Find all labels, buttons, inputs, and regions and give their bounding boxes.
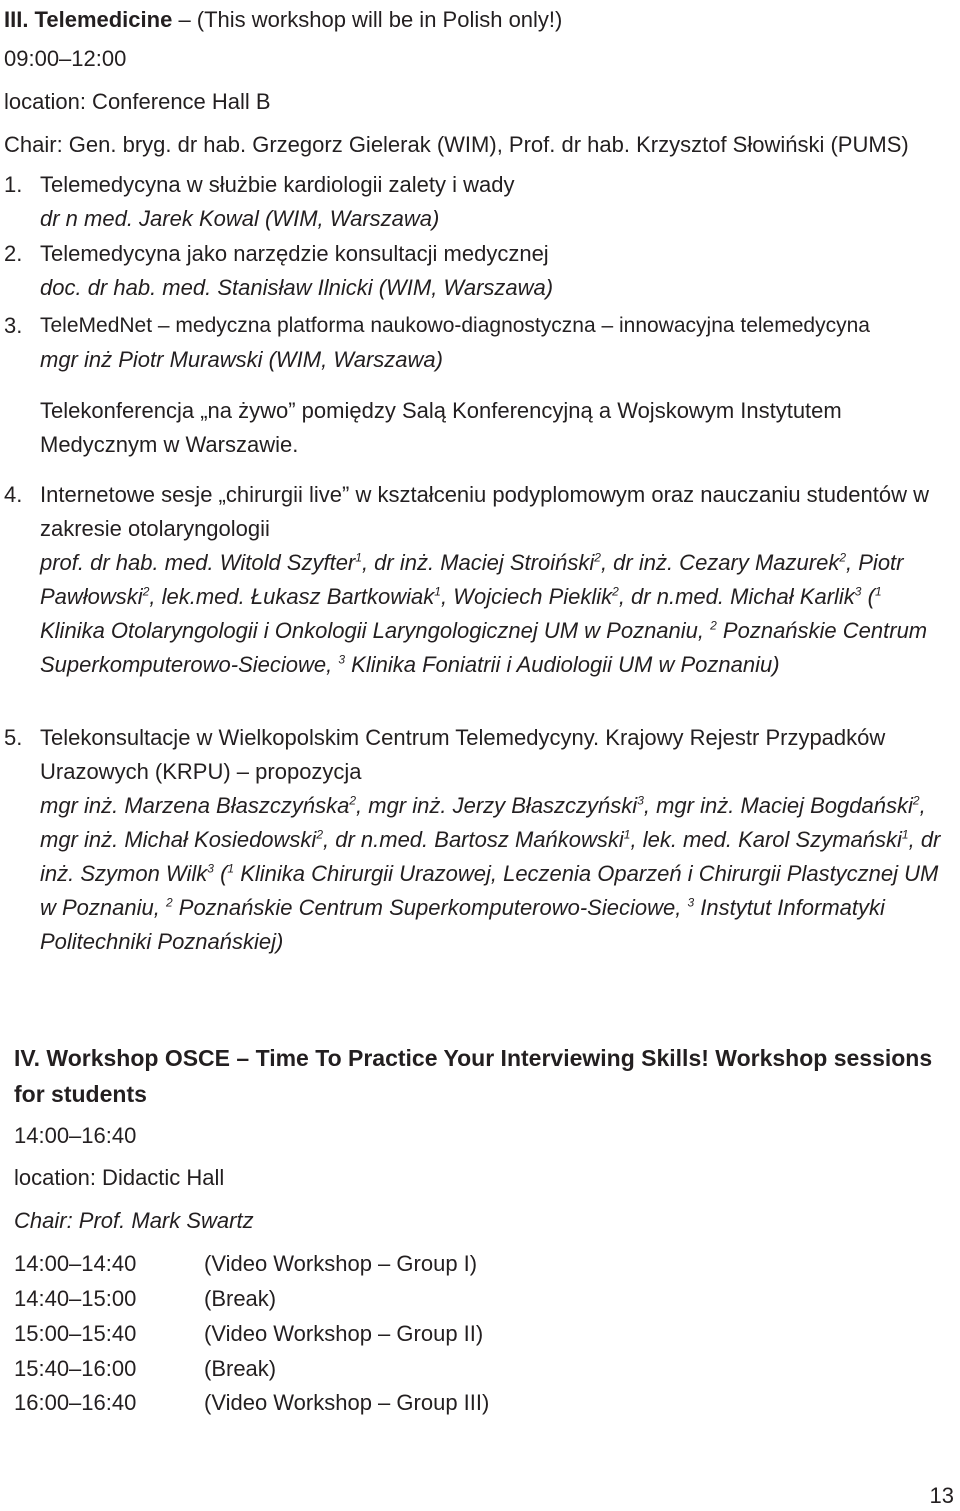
agenda-item-2	[4, 237, 952, 305]
schedule-time: 16:00–16:40	[14, 1390, 137, 1415]
page-number: 13	[929, 1483, 954, 1508]
agenda-item-4	[4, 478, 952, 682]
schedule-time: 15:00–15:40	[14, 1321, 137, 1346]
agenda-item-5	[4, 721, 952, 959]
item-authors: prof. dr hab. med. Witold Szyfter$^1$, dr inż. Maciej Stroiński$^2$, dr inż. Cezary Mazurek$^2$, Piotr Pawłowski$^2$, lek.med. Łukasz Bartkowiak$^1$, Wojciech Pieklik$^2$, dr n.med. Michał Karlik$^3$ ($^1$ Klinika Otolaryngologii i Onkologii Laryngologicznej UM w Poznaniu, $^2$ Poznańskie Centrum Superkomputerowo-Sieciowe, $^3$ Klinika Foniatrii i Audiologii UM w Poznaniu)	[40, 550, 928, 677]
section3-time: 09:00–12:00	[4, 46, 127, 71]
agenda-item-3	[4, 309, 952, 377]
schedule-desc: (Video Workshop – Group III)	[204, 1390, 490, 1415]
item-number: 4.	[4, 482, 23, 507]
schedule-time: 14:00–14:40	[14, 1251, 137, 1276]
item-authors: dr n med. Jarek Kowal (WIM, Warszawa)	[40, 206, 440, 231]
item-number: 2.	[4, 241, 23, 266]
section3-location: location: Conference Hall B	[4, 89, 271, 114]
item-title: Telemedycyna w służbie kardiologii zalety i wady	[40, 172, 515, 197]
schedule-row	[14, 1250, 477, 1278]
item-number: 3.	[4, 313, 23, 338]
section4-location: location: Didactic Hall	[14, 1165, 225, 1190]
item-title: TeleMedNet – medyczna platforma naukowo-diagnostyczna – innowacyjna telemedycyna	[40, 314, 870, 337]
item-number: 5.	[4, 725, 23, 750]
item-authors: doc. dr hab. med. Stanisław Ilnicki (WIM, Warszawa)	[40, 275, 554, 300]
schedule-row	[14, 1389, 489, 1417]
item-title: Telemedycyna jako narzędzie konsultacji medycznej	[40, 241, 549, 266]
item-number: 1.	[4, 172, 23, 197]
schedule-desc: (Break)	[204, 1356, 277, 1381]
schedule-row	[14, 1285, 276, 1313]
schedule-desc: (Video Workshop – Group I)	[204, 1251, 478, 1276]
schedule-time: 14:40–15:00	[14, 1286, 137, 1311]
section4-title: IV. Workshop OSCE – Time To Practice Your Interviewing Skills! Workshop sessions for students	[14, 1045, 933, 1107]
schedule-time: 15:40–16:00	[14, 1356, 137, 1381]
schedule-desc: (Video Workshop – Group II)	[204, 1321, 484, 1346]
telekonferencja-note: Telekonferencja „na żywo” pomiędzy Salą Konferencyjną a Wojskowym Instytutem Medycznym w Warszawie.	[40, 398, 842, 457]
schedule-row	[14, 1355, 276, 1383]
section3-chair: Chair: Gen. bryg. dr hab. Grzegorz Gielerak (WIM), Prof. dr hab. Krzysztof Słowiński (PUMS)	[4, 132, 909, 157]
agenda-item-1	[4, 168, 952, 236]
item-title: Telekonsultacje w Wielkopolskim Centrum Telemedycyny. Krajowy Rejestr Przypadków Urazowych (KRPU) – propozycja	[40, 725, 886, 784]
section4-time: 14:00–16:40	[14, 1123, 137, 1148]
item-title: Internetowe sesje „chirurgii live” w kształceniu podyplomowym oraz nauczaniu studentów w zakresie otolaryngologii	[40, 482, 929, 541]
section3-title	[4, 6, 562, 34]
section4-chair: Chair: Prof. Mark Swartz	[14, 1208, 254, 1233]
section3-title-rest: – (This workshop will be in Polish only!)	[172, 7, 563, 32]
schedule-row	[14, 1320, 483, 1348]
item-authors: mgr inż Piotr Murawski (WIM, Warszawa)	[40, 347, 443, 372]
section3-title-bold: III. Telemedicine	[4, 7, 173, 32]
schedule-desc: (Break)	[204, 1286, 277, 1311]
item-authors: mgr inż. Marzena Błaszczyńska$^2$, mgr inż. Jerzy Błaszczyński$^3$, mgr inż. Maciej Bogdański$^2$, mgr inż. Michał Kosiedowski$^2$, dr n.med. Bartosz Mańkowski$^1$, lek. med. Karol Szymański$^1$, dr inż. Szymon Wilk$^3$ ($^1$ Klinika Chirurgii Urazowej, Leczenia Oparzeń i Chirurgii Plastycznej UM w Poznaniu, $^2$ Poznańskie Centrum Superkomputerowo-Sieciowe, $^3$ Instytut Informatyki Politechniki Poznańskiej)	[40, 793, 941, 954]
